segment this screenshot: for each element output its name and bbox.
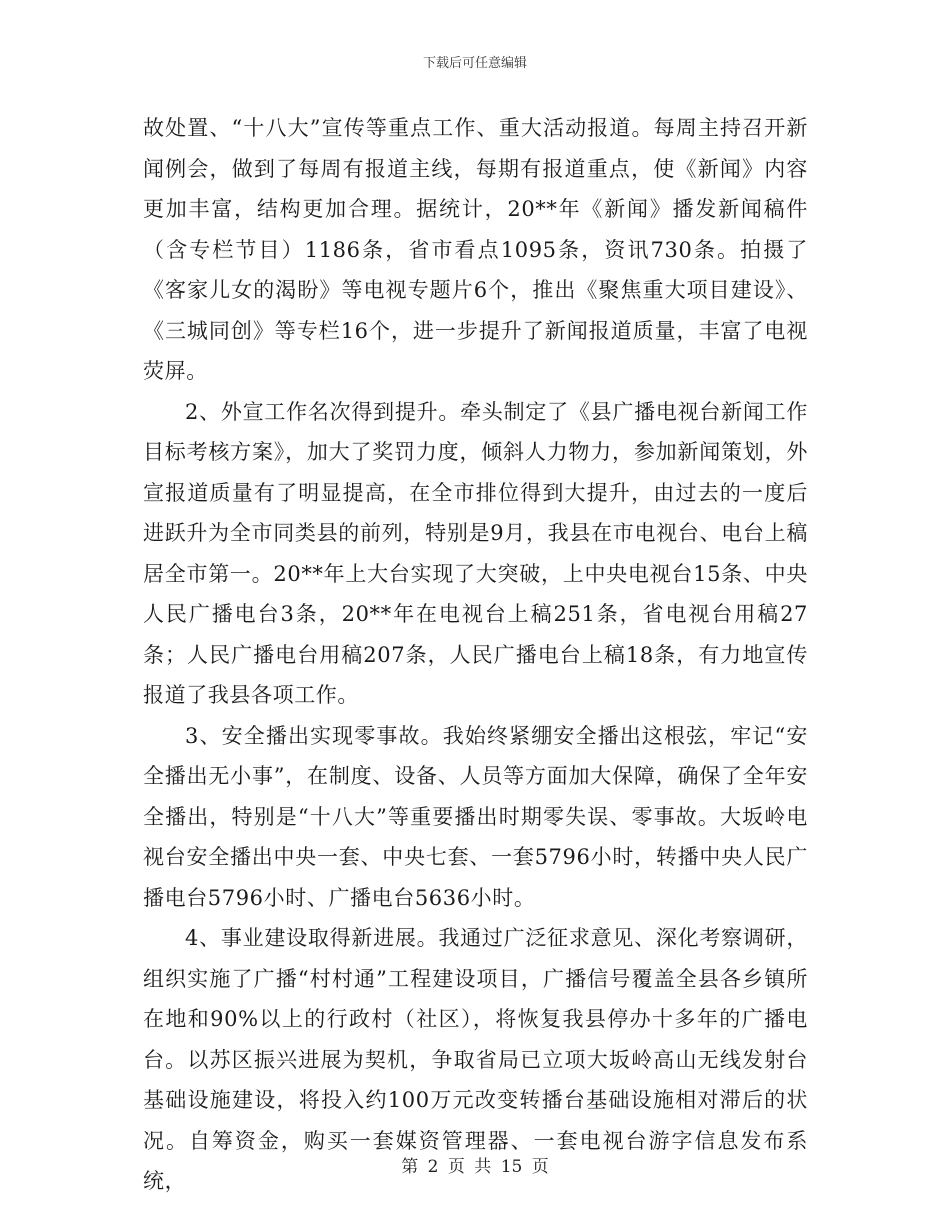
document-body — [143, 108, 808, 1202]
paragraph-project-construction: 4、事业建设取得新进展。我通过广泛征求意见、深化考察调研，组织实施了广播“村村通”工程建设项目，广播信号覆盖全县各乡镇所在地和90%以上的行政村（社区），将恢复我县停办十多年的广播电台。以苏区振兴进展为契机，争取省局已立项大坂岭高山无线发射台基础设施建设，将投入约100万元改变转播台基础设施相对滞后的状况。自筹资金，购买一套媒资管理器、一套电视台游字信息发布系统， — [143, 926, 808, 1193]
page-number-footer: 第 2 页 共 15 页 — [401, 1157, 549, 1177]
page-header: 下载后可任意编辑 — [422, 56, 527, 71]
paragraph-safe-broadcast: 3、安全播出实现零事故。我始终紧绷安全播出这根弦，牢记“安全播出无小事”，在制度、设备、人员等方面加大保障，确保了全年安全播出，特别是“十八大”等重要播出时期零失误、零事故。大坂岭电视台安全播出中央一套、中央七套、一套5796小时，转播中央人民广播电台5796小时、广播电台5636小时。 — [143, 723, 808, 910]
paragraph-external-publicity: 2、外宣工作名次得到提升。牵头制定了《县广播电视台新闻工作目标考核方案》，加大了奖罚力度，倾斜人力物力，参加新闻策划，外宣报道质量有了明显提高，在全市排位得到大提升，由过去的一度后进跃升为全市同类县的前列，特别是9月，我县在市电视台、电台上稿居全市第一。20**年上大台实现了大突破，上中央电视台15条、中央人民广播电台3条，20**年在电视台上稿251条，省电视台用稿27条；人民广播电台用稿207条，人民广播电台上稿18条，有力地宣传报道了我县各项工作。 — [143, 399, 808, 707]
paragraph-continued-news: 故处置、“十八大”宣传等重点工作、重大活动报道。每周主持召开新闻例会，做到了每周有报道主线，每期有报道重点，使《新闻》内容更加丰富，结构更加合理。据统计，20**年《新闻》播发新闻稿件（含专栏节目）1186条，省市看点1095条，资讯730条。拍摄了《客家儿女的渴盼》等电视专题片6个，推出《聚焦重大项目建设》、《三城同创》等专栏16个，进一步提升了新闻报道质量，丰富了电视荧屏。 — [143, 116, 808, 383]
